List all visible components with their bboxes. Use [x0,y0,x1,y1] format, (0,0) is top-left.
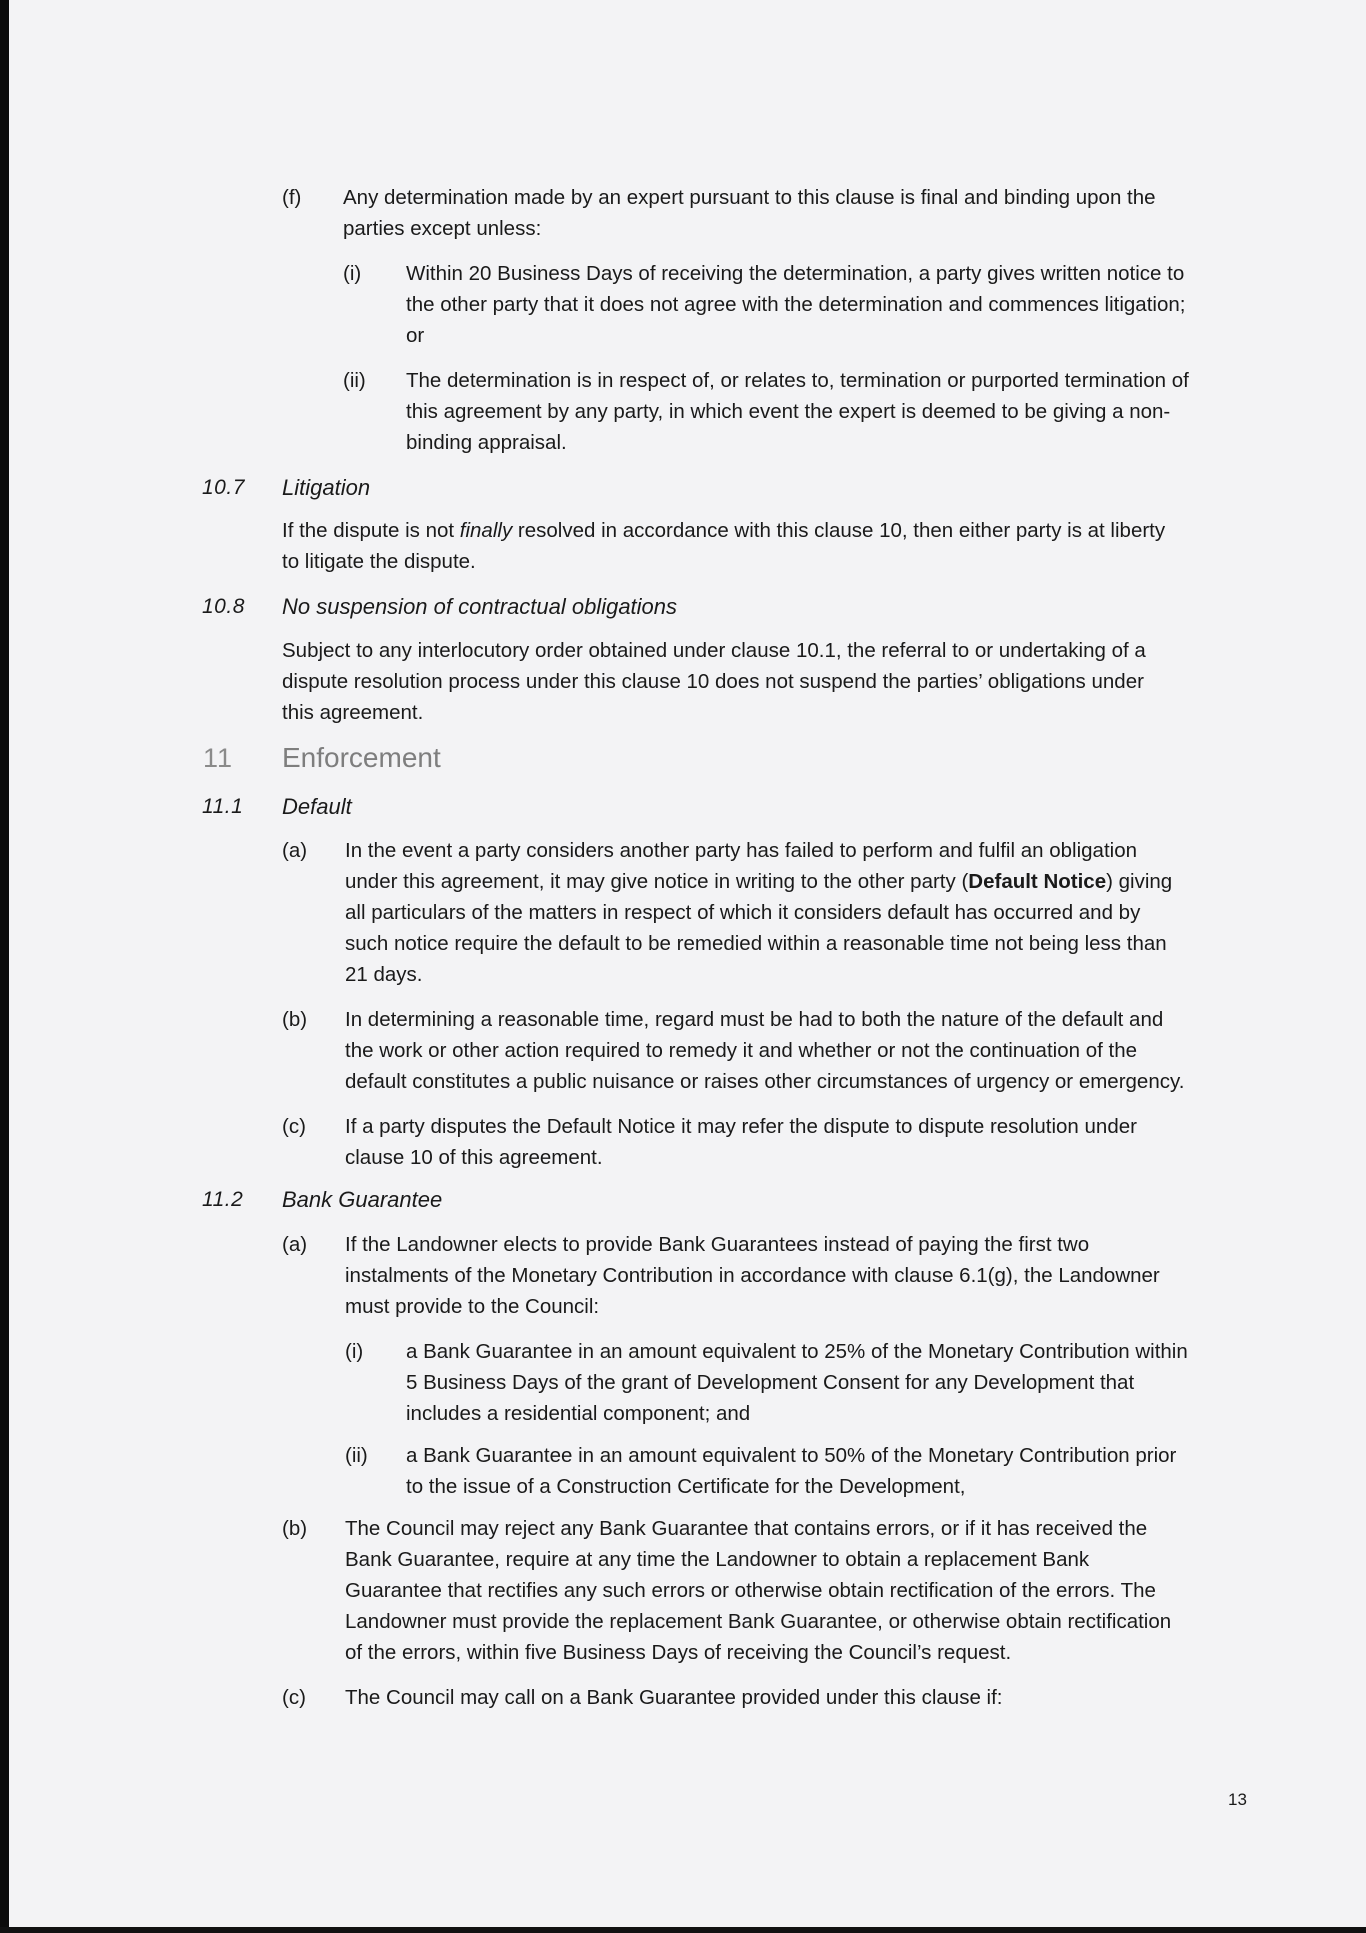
scan-left-border [0,0,9,1933]
section-title-enforcement: Enforcement [282,742,441,773]
paragraph-11-2-b-line: The Council may reject any Bank Guarantee that contains errors, or if it has received the [345,1517,1148,1540]
paragraph-11-1-a-line: such notice require the default to be remedied within a reasonable time not being less than [345,932,1167,955]
paragraph-f-ii-line: this agreement by any party, in which event the expert is deemed to be giving a non- [406,400,1171,423]
clause-heading-bank-guarantee: Bank Guarantee [282,1187,443,1212]
paragraph-f-i-line: the other party that it does not agree with the determination and commences litigation; [406,293,1186,316]
paragraph-10-8-line: Subject to any interlocutory order obtained under clause 10.1, the referral to or undertaking of a [282,639,1146,662]
paragraph-10-8-line: this agreement. [282,701,424,724]
paragraph-11-2-a-line: instalments of the Monetary Contribution in accordance with clause 6.1(g), the Landowner [345,1264,1160,1287]
paragraph-11-2-b-line: Guarantee that rectifies any such errors or otherwise obtain rectification of the errors. The [345,1579,1156,1602]
paragraph-f-i-line: Within 20 Business Days of receiving the determination, a party gives written notice to [406,262,1185,285]
paragraph-11-2-b-line: of the errors, within five Business Days of receiving the Council’s request. [345,1641,1012,1664]
paragraph-11-1-b-line: In determining a reasonable time, regard must be had to both the nature of the default and [345,1008,1164,1031]
paragraph-11-1-a-line: 21 days. [345,963,423,986]
list-label-f-ii: (ii) [343,369,366,392]
paragraph-f-ii-line: binding appraisal. [406,431,567,454]
paragraph-11-1-a-line: under this agreement, it may give notice in writing to the other party (Default Notice) giving [345,870,1173,893]
paragraph-11-2-a-ii-line: a Bank Guarantee in an amount equivalent to 50% of the Monetary Contribution prior [406,1444,1177,1467]
paragraph-11-1-c-line: clause 10 of this agreement. [345,1146,603,1169]
clause-heading-litigation: Litigation [282,475,371,500]
clause-number-11-2: 11.2 [202,1188,244,1211]
list-label-11-2-a-ii: (ii) [345,1444,368,1467]
paragraph-11-1-a-line: all particulars of the matters in respect of which it considers default has occurred and by [345,901,1141,924]
clause-number-10-7: 10.7 [202,476,245,499]
paragraph-11-2-b-line: Bank Guarantee, require at any time the Landowner to obtain a replacement Bank [345,1548,1090,1571]
paragraph-11-1-a-line: In the event a party considers another party has failed to perform and fulfil an obligation [345,839,1138,862]
paragraph-11-2-a-i-line: a Bank Guarantee in an amount equivalent to 25% of the Monetary Contribution within [406,1340,1188,1363]
list-label-11-1-b: (b) [282,1008,308,1031]
list-label-11-2-b: (b) [282,1517,308,1540]
list-label-f: (f) [282,186,302,209]
paragraph-11-2-c-line: The Council may call on a Bank Guarantee provided under this clause if: [345,1686,1003,1709]
list-label-11-2-a-i: (i) [345,1340,364,1363]
paragraph-f-line: parties except unless: [343,217,542,240]
list-label-f-i: (i) [343,262,362,285]
clause-heading-default: Default [282,794,352,819]
paragraph-11-2-b-line: Landowner must provide the replacement Bank Guarantee, or otherwise obtain rectification [345,1610,1172,1633]
paragraph-11-2-a-line: If the Landowner elects to provide Bank Guarantees instead of paying the first two [345,1233,1090,1256]
paragraph-f-ii-line: The determination is in respect of, or relates to, termination or purported termination of [406,369,1189,392]
paragraph-11-2-a-line: must provide to the Council: [345,1295,600,1318]
paragraph-11-2-a-i-line: includes a residential component; and [406,1402,751,1425]
list-label-11-1-c: (c) [282,1115,306,1138]
clause-number-11-1: 11.1 [202,795,244,818]
clause-heading-no-suspension: No suspension of contractual obligations [282,594,678,619]
paragraph-11-2-a-ii-line: to the issue of a Construction Certificate for the Development, [406,1475,966,1498]
paragraph-11-1-b-line: the work or other action required to remedy it and whether or not the continuation of the [345,1039,1137,1062]
paragraph-11-1-b-line: default constitutes a public nuisance or raises other circumstances of urgency or emergency. [345,1070,1185,1093]
list-label-11-1-a: (a) [282,839,308,862]
paragraph-10-7-line: If the dispute is not finally resolved in accordance with this clause 10, then either party is at liberty [282,519,1166,542]
paragraph-f-line: Any determination made by an expert pursuant to this clause is final and binding upon the [343,186,1156,209]
list-label-11-2-c: (c) [282,1686,306,1709]
paragraph-10-8-line: dispute resolution process under this clause 10 does not suspend the parties’ obligations under [282,670,1144,693]
paragraph-11-2-a-i-line: 5 Business Days of the grant of Development Consent for any Development that [406,1371,1135,1394]
scan-bottom-border [0,1927,1366,1933]
paragraph-11-1-c-line: If a party disputes the Default Notice it may refer the dispute to dispute resolution under [345,1115,1137,1138]
section-number-11: 11 [203,743,234,773]
list-label-11-2-a: (a) [282,1233,308,1256]
paragraph-10-7-line: to litigate the dispute. [282,550,476,573]
clause-number-10-8: 10.8 [202,595,245,618]
page-number: 13 [1228,1790,1247,1809]
paragraph-f-i-line: or [406,324,425,347]
